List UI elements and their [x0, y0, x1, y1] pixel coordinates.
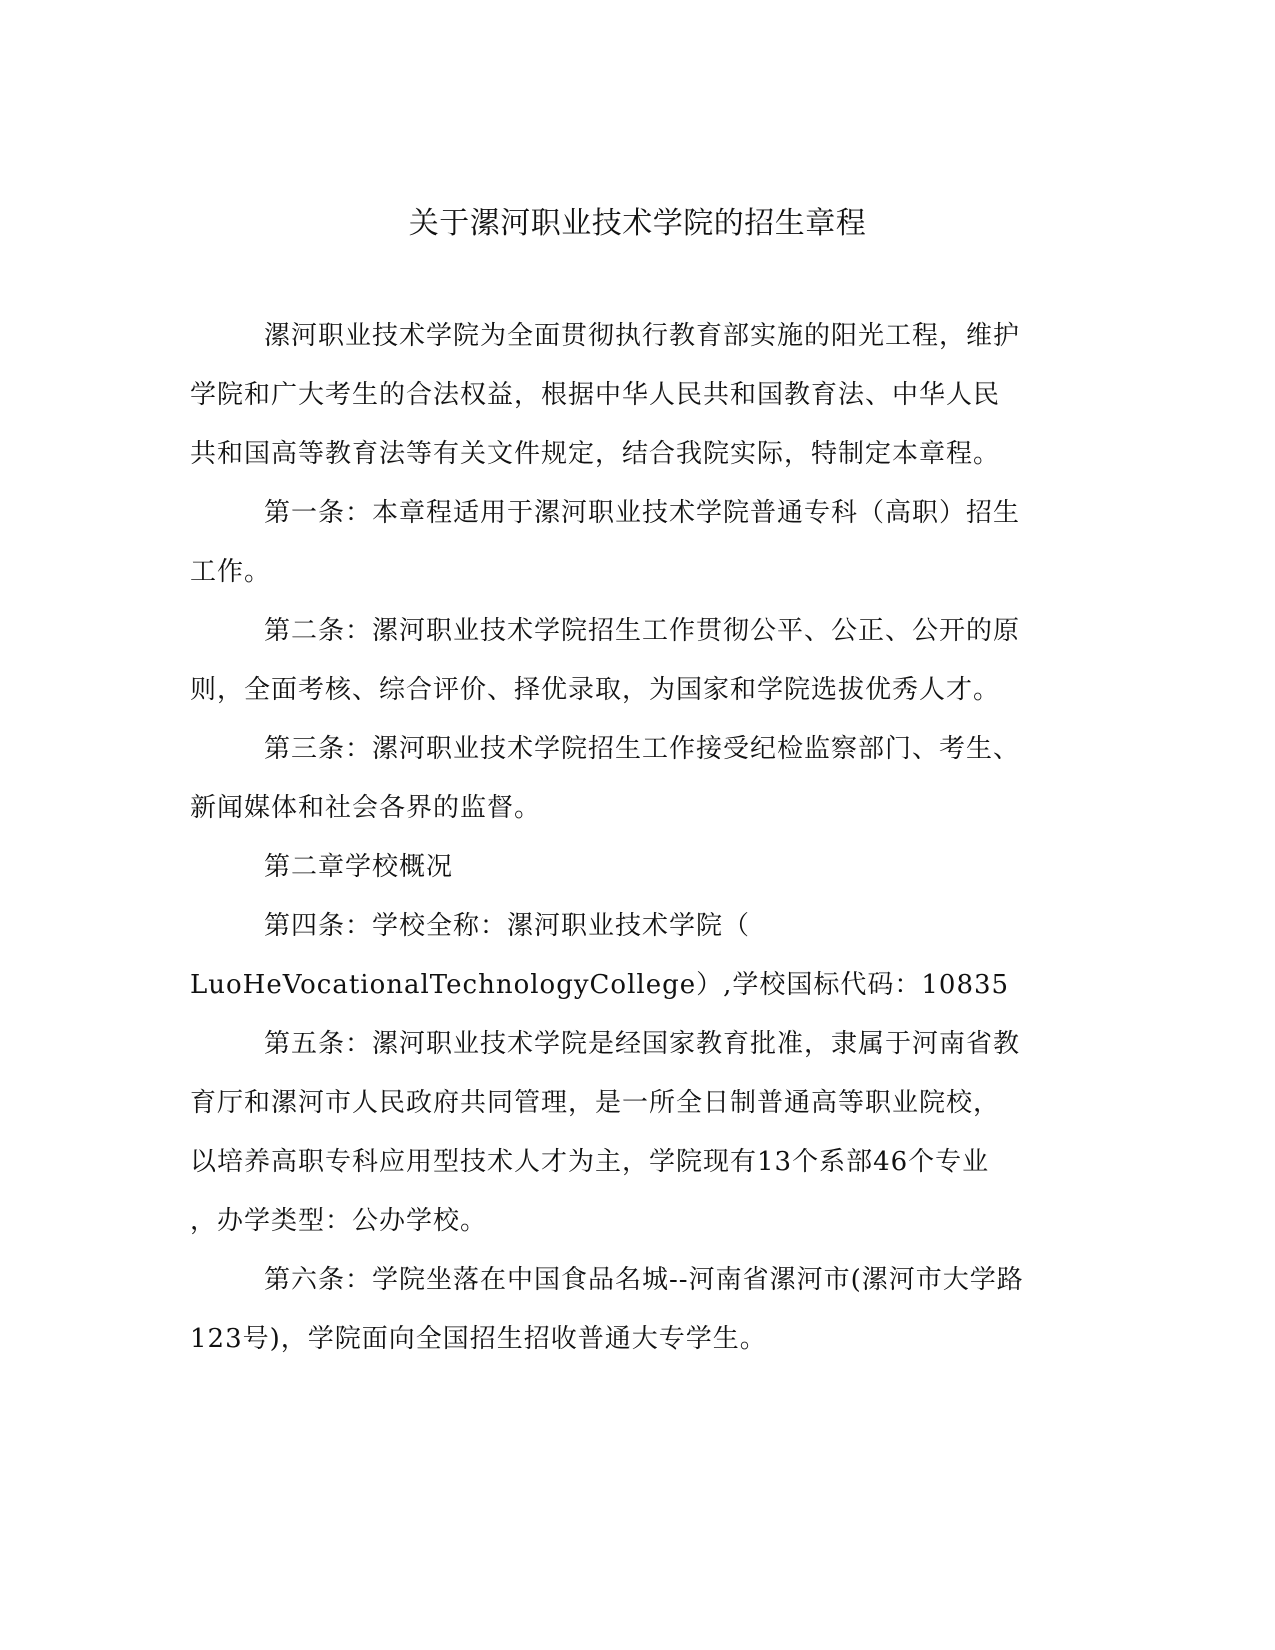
paragraph-line: LuoHeVocationalTechnologyCollege）,学校国标代码：10835	[190, 970, 1010, 1000]
paragraph-line: 第五条：漯河职业技术学院是经国家教育批准，隶属于河南省教	[264, 1029, 1021, 1059]
paragraph-line: 123号)，学院面向全国招生招收普通大专学生。	[190, 1324, 767, 1354]
paragraph-line: 以培养高职专科应用型技术人才为主，学院现有13个系部46个专业	[190, 1147, 990, 1177]
paragraph-line: 第六条：学院坐落在中国食品名城--河南省漯河市(漯河市大学路	[264, 1265, 1024, 1295]
paragraph-line: ，办学类型：公办学校。	[190, 1206, 488, 1236]
paragraph-line: 学院和广大考生的合法权益，根据中华人民共和国教育法、中华人民	[190, 380, 1001, 410]
paragraph-line: 新闻媒体和社会各界的监督。	[190, 793, 542, 823]
paragraph-line: 共和国高等教育法等有关文件规定，结合我院实际，特制定本章程。	[190, 439, 1001, 469]
paragraph-line: 第一条：本章程适用于漯河职业技术学院普通专科（高职）招生	[264, 498, 1021, 528]
paragraph-line: 第四条：学校全称：漯河职业技术学院（	[264, 911, 751, 941]
section-heading: 第二章学校概况	[264, 852, 454, 882]
paragraph-line: 漯河职业技术学院为全面贯彻执行教育部实施的阳光工程，维护	[264, 321, 1021, 351]
document-title: 关于漯河职业技术学院的招生章程	[408, 206, 867, 241]
paragraph-line: 育厅和漯河市人民政府共同管理，是一所全日制普通高等职业院校，	[190, 1088, 1001, 1118]
paragraph-line: 第三条：漯河职业技术学院招生工作接受纪检监察部门、考生、	[264, 734, 1021, 764]
paragraph-line: 工作。	[190, 557, 272, 587]
paragraph-line: 第二条：漯河职业技术学院招生工作贯彻公平、公正、公开的原	[264, 616, 1021, 646]
paragraph-line: 则，全面考核、综合评价、择优录取，为国家和学院选拔优秀人才。	[190, 675, 1001, 705]
